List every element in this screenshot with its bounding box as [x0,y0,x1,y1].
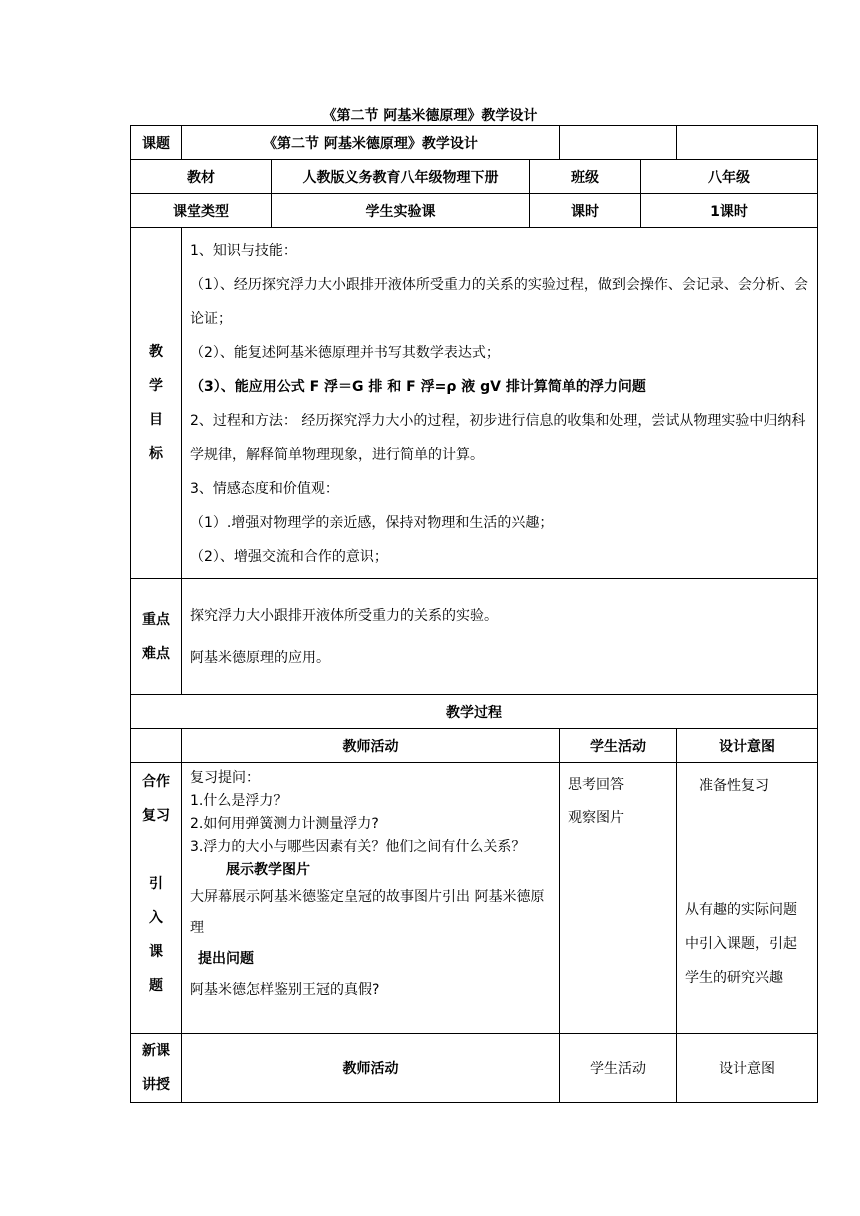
review-teacher-activity [182,763,560,1034]
topic-empty-2 [677,126,818,160]
goals-label: 教 学 目 标 [131,228,182,579]
step-raise-question-text: 阿基米德怎样鉴别王冠的真假? [190,982,380,998]
topic-row [131,126,818,160]
intent-column-header: 设计意图 [677,729,818,763]
review-label: 合作 复习 引 入 课 题 [131,763,182,1034]
goal-line: （2）、能复述阿基米德原理并书写其数学表达式； [190,345,500,361]
review-intent [677,763,818,1034]
review-line: 3.浮力的大小与哪些因素有关？他们之间有什么关系？ [190,839,526,855]
keypoint-line: 探究浮力大小跟排开液体所受重力的关系的实验。 [190,607,498,624]
class-label: 班级 [530,160,641,194]
student-line: 观察图片 [568,810,625,826]
new-lesson-student: 学生活动 [560,1034,677,1103]
topic-label: 课题 [131,126,182,160]
review-row [131,763,818,1034]
step-raise-question: 提出问题 [198,951,254,967]
lesson-type-row [131,194,818,228]
step-show-images: 展示教学图片 [226,862,310,878]
lesson-plan-table [130,125,818,1103]
lesson-type-label: 课堂类型 [131,194,272,228]
period-value: 1课时 [641,194,818,228]
goal-line: 1、知识与技能： [190,243,297,259]
new-lesson-teacher: 教师活动 [182,1034,560,1103]
student-line: 思考回答 [568,777,625,793]
goal-line: （3）、能应用公式 F 浮＝G 排 和 F 浮=ρ 液 gV 排计算简单的浮力问题 [190,379,646,395]
keypoints-row [131,579,818,695]
goal-line: 3、情感态度和价值观： [190,481,339,497]
material-value: 人教版义务教育八年级物理下册 [272,160,530,194]
material-row [131,160,818,194]
period-label: 课时 [530,194,641,228]
column-header-row [131,729,818,763]
topic-empty-1 [560,126,677,160]
student-column-header: 学生活动 [560,729,677,763]
goals-row [131,228,818,579]
goal-line: （1）、经历探究浮力大小跟排开液体所受重力的关系的实验过程，做到会操作、会记录、会分析、会论证； [190,277,808,327]
process-header-row [131,695,818,729]
goal-line: （1）.增强对物理学的亲近感，保持对物理和生活的兴趣； [190,515,554,531]
keypoints-content [182,579,818,695]
page-title: 《第二节 阿基米德原理》教学设计 [322,108,538,124]
topic-value: 《第二节 阿基米德原理》教学设计 [182,126,560,160]
new-lesson-intent: 设计意图 [677,1034,818,1103]
goal-line: （2）、增强交流和合作的意识； [190,549,388,565]
column-header-empty [131,729,182,763]
material-label: 教材 [131,160,272,194]
goal-line: 2、过程和方法： 经历探究浮力大小的过程，初步进行信息的收集和处理，尝试从物理实验中归纳科学规律，解释简单物理现象，进行简单的计算。 [190,413,806,463]
new-lesson-label: 新课 讲授 [131,1034,182,1103]
class-value: 八年级 [641,160,818,194]
step-show-images-text: 大屏幕展示阿基米德鉴定皇冠的故事图片引出 阿基米德原理 [190,889,545,936]
intent-bottom: 从有趣的实际问题中引入课题，引起学生的研究兴趣 [685,902,798,986]
new-lesson-row [131,1034,818,1103]
goals-content [182,228,818,579]
teacher-column-header: 教师活动 [182,729,560,763]
review-student-activity [560,763,677,1034]
review-line: 2.如何用弹簧测力计测量浮力? [190,816,379,832]
review-line: 1.什么是浮力？ [190,793,288,809]
lesson-type-value: 学生实验课 [272,194,530,228]
intent-top: 准备性复习 [699,778,770,794]
keypoints-label: 重点 难点 [131,579,182,695]
process-header: 教学过程 [131,695,818,729]
review-line: 复习提问： [190,770,260,786]
keypoint-line: 阿基米德原理的应用。 [190,649,330,666]
